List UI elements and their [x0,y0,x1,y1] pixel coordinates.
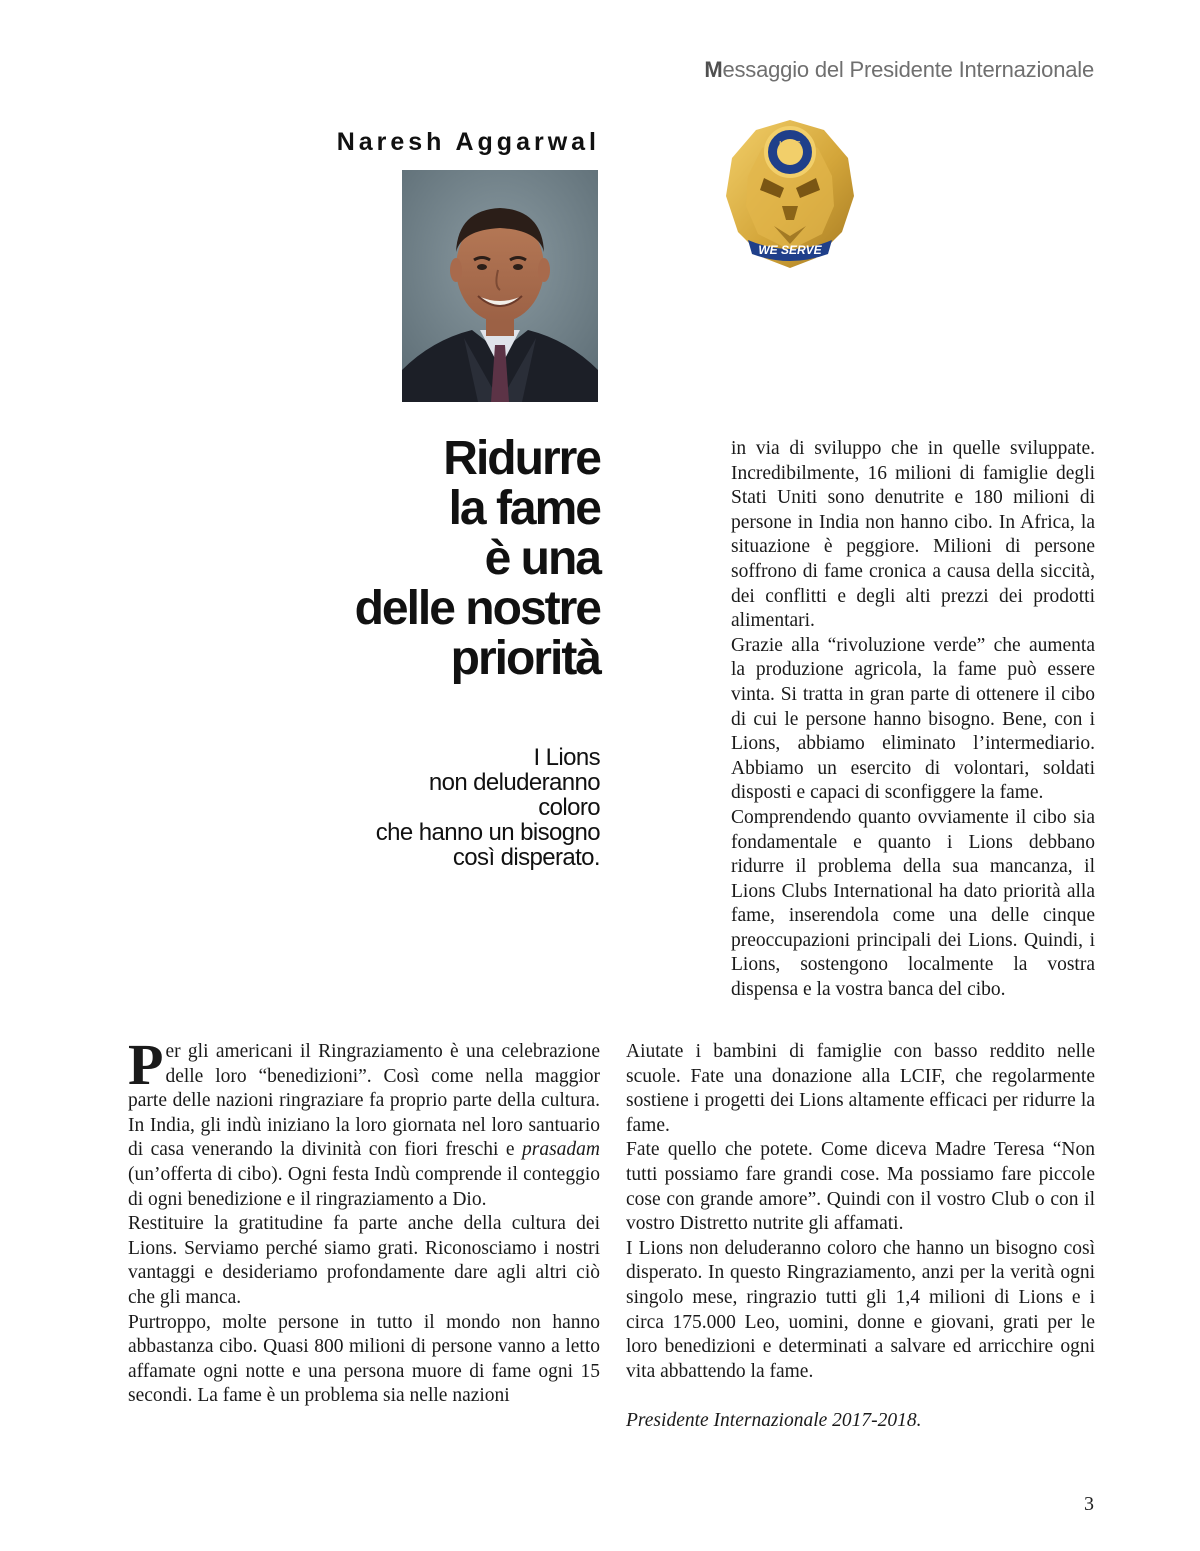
subheadline-line: non deluderanno [428,769,600,796]
subheadline-line: coloro [538,794,600,821]
page-number: 3 [1084,1493,1094,1515]
paragraph: Grazie alla “rivoluzione verde” che aumenta la produzione agricola, la fame può essere vinta. Si tratta in gran parte di ottenere il cibo di cui le persone hanno bisogno. Bene, con i Lions, abbiamo eliminato l’intermediario. Abbiamo un esercito di volontari, soldati disposti e capaci di sconfiggere la fame. [731,634,1095,804]
article-column-mid [626,1040,1095,1434]
lion-head-logo-icon [724,118,856,270]
paragraph-text: (un’offerta di cibo). Ogni festa Indù comprende il conteggio di ogni benedizione e il ringraziamento a Dio. [128,1163,600,1210]
headline-line: priorità [450,632,600,685]
subheadline-line: I Lions [533,744,600,771]
headline-line: delle nostre [354,582,600,635]
headline-line: la fame [448,482,600,535]
article-column-left [128,1032,600,1409]
subheadline-line: così disperato. [452,844,600,871]
subheadline [376,745,600,870]
running-header-initial: M [704,57,723,82]
headline-line: Ridurre [443,432,600,485]
paragraph-text: er gli americani il Ringraziamento è una celebrazione delle loro “benedizioni”. Così come nella maggior parte delle nazioni ringraziare fa proprio parte della cultura. In India, gli indù iniziano la loro giornata nel loro santuario di casa venerando la divinità con fiori freschi e [128,1041,600,1161]
author-name: Naresh Aggarwal [336,128,600,156]
running-header [704,57,1094,83]
paragraph: I Lions non deluderanno coloro che hanno un bisogno così disperato. In questo Ringraziamento, anzi per la verità ogni singolo mese, ringrazio tutti gli 1,4 milioni di Lions e i circa 175.000 Leo, uomini, donne e giovani, grati per le loro benedizioni e determinati a salvare ed arricchire ogni vita abbattendo la fame. [626,1237,1095,1382]
headline-line: è una [484,532,600,585]
author-photo [402,170,598,402]
lions-emblem [724,118,856,270]
paragraph: in via di sviluppo che in quelle sviluppate. Incredibilmente, 16 milioni di famiglie degli Stati Uniti sono denutrite e 180 milioni di persone in India non hanno cibo. In Africa, la situazione è peggiore. Milioni di persone soffrono di fame cronica a causa della siccità, dei conflitti e degli alti prezzi dei prodotti alimentari. [731,438,1095,632]
italic-term: prasadam [521,1139,600,1161]
portrait-illustration [402,170,598,402]
paragraph: Comprendendo quanto ovviamente il cibo sia fondamentale e quanto i Lions debbano ridurre il problema della sua mancanza, il Lions Clubs International ha dato priorità alla fame, inserendola come una delle cinque preoccupazioni principali dei Lions. Quindi, i Lions, sostengono localmente la vostra dispensa e la vostra banca del cibo. [731,806,1095,1001]
drop-cap: P [128,1032,164,1097]
paragraph: Fate quello che potete. Come diceva Madre Teresa “Non tutti possiamo fare grandi cose. Ma possiamo fare piccole cose con grande amore”. Quindi con il vostro Club o con il vostro Distretto nutrite gli affamati. [626,1139,1095,1235]
paragraph: Restituire la gratitudine fa parte anche della cultura dei Lions. Serviamo perché siamo grati. Riconosciamo i nostri vantaggi e desideriamo profondamente dare agli altri ciò che gli manca. [128,1213,600,1308]
emblem-motto: WE SERVE [758,243,822,257]
paragraph: Purtroppo, molte persone in tutto il mondo non hanno abbastanza cibo. Quasi 800 milioni di persone vanno a letto affamate ogni notte e una persona muore di fame ogni 15 secondi. La fame è un problema sia nelle nazioni [128,1311,600,1407]
paragraph-intro [128,1032,600,1212]
signature: Presidente Internazionale 2017-2018. [626,1409,922,1431]
running-header-text: essaggio del Presidente Internazionale [722,57,1094,82]
paragraph: Aiutate i bambini di famiglie con basso reddito nelle scuole. Fate una donazione alla LCIF, che regolarmente sostiene i progetti dei Lions altamente efficaci per ridurre la fame. [626,1041,1095,1136]
subheadline-line: che hanno un bisogno [375,819,600,846]
article-column-right-top [731,437,1095,1003]
headline [355,434,600,684]
emblem-top-text: LIONS [779,141,801,148]
